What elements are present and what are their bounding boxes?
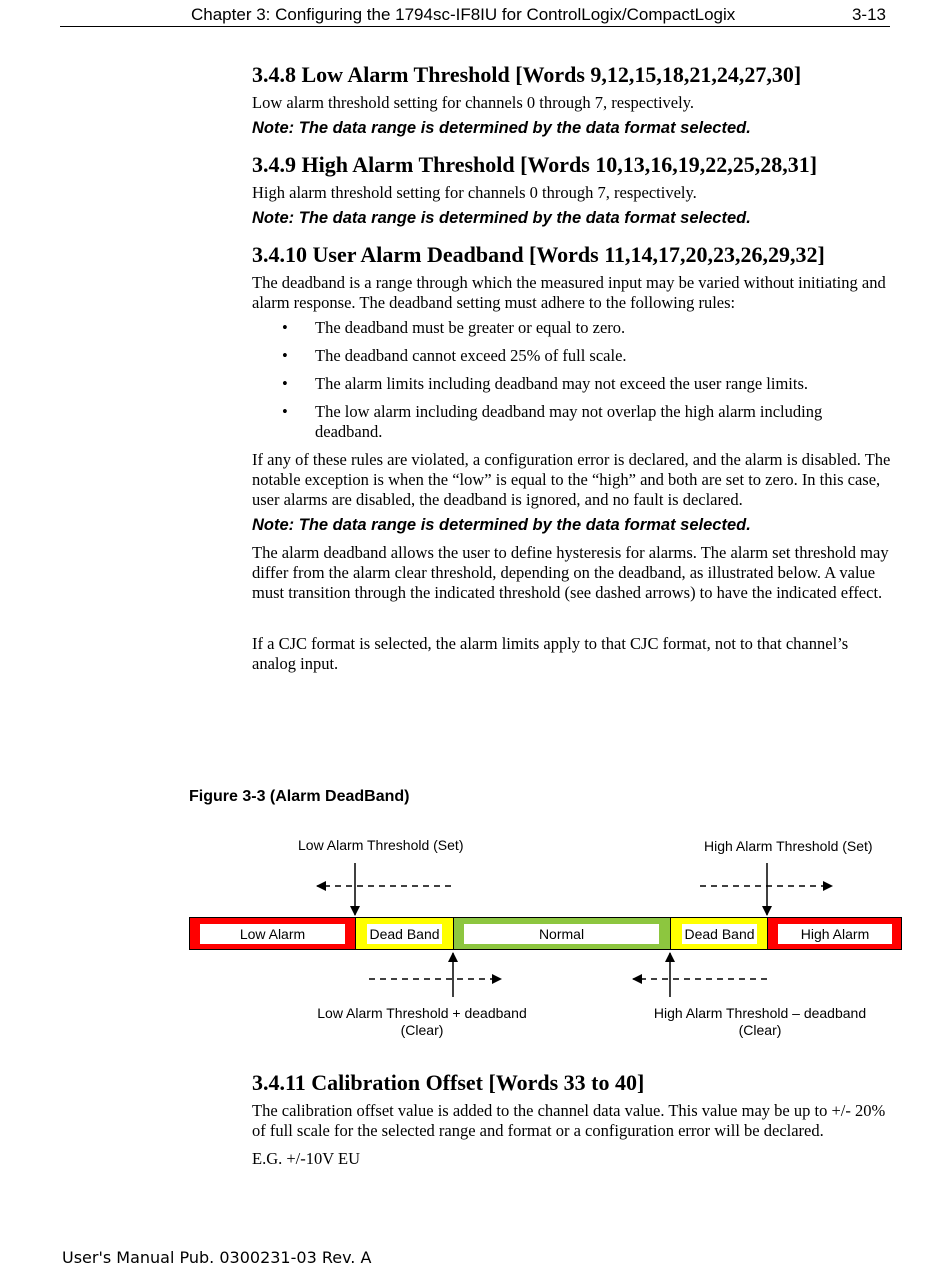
page-number: 3-13 bbox=[851, 5, 886, 24]
heading-3-4-8: 3.4.8 Low Alarm Threshold [Words 9,12,15,18,21,24,27,30] bbox=[252, 62, 802, 87]
low-threshold-clear-line1: Low Alarm Threshold + deadband bbox=[317, 1005, 527, 1021]
page-header bbox=[60, 2, 890, 27]
paragraph-deadband-intro: The deadband is a range through which the measured input may be varied without initiating and alarm response. The deadband setting must adhere to the following rules: bbox=[252, 273, 886, 312]
heading-3-4-10: 3.4.10 User Alarm Deadband [Words 11,14,17,20,23,26,29,32] bbox=[252, 242, 825, 267]
figure-title: Figure 3-3 (Alarm DeadBand) bbox=[189, 788, 410, 805]
note-data-range: Note: The data range is determined by the data format selected. bbox=[252, 516, 751, 534]
high-threshold-set-label: High Alarm Threshold (Set) bbox=[704, 838, 873, 854]
deadband-rules-list bbox=[252, 318, 892, 442]
normal-label: Normal bbox=[464, 924, 659, 944]
paragraph-example: E.G. +/-10V EU bbox=[252, 1149, 360, 1168]
high-alarm-band bbox=[767, 917, 902, 950]
low-set-arrow bbox=[317, 863, 451, 915]
high-clear-arrow bbox=[633, 953, 767, 997]
high-alarm-label: High Alarm bbox=[778, 924, 892, 944]
list-item: • The deadband must be greater or equal to zero. bbox=[252, 318, 892, 338]
paragraph-cjc: If a CJC format is selected, the alarm limits apply to that CJC format, not to that channel’s analog input. bbox=[252, 634, 849, 673]
calibration-offset-section bbox=[252, 1070, 892, 1174]
low-threshold-clear-line2: (Clear) bbox=[400, 1022, 444, 1038]
paragraph-rule-violation: If any of these rules are violated, a configuration error is declared, and the alarm is disabled. The notable exception is when the “low” is equal to the “high” and both are set to zero. In this case, user alarms are disabled, the deadband is ignored, and no fault is declared. bbox=[252, 450, 891, 509]
high-threshold-clear-line1: High Alarm Threshold – deadband bbox=[653, 1005, 867, 1021]
note-data-range: Note: The data range is determined by the data format selected. bbox=[252, 119, 751, 137]
dead-band-low-label: Dead Band bbox=[367, 924, 442, 944]
paragraph-calibration-offset: The calibration offset value is added to the channel data value. This value may be up to +/- 20% of full scale for the selected range and format or a configuration error will be declared. bbox=[252, 1101, 886, 1140]
chapter-title: Chapter 3: Configuring the 1794sc-IF8IU for ControlLogix/CompactLogix bbox=[191, 5, 736, 24]
paragraph-low-alarm: Low alarm threshold setting for channels 0 through 7, respectively. bbox=[252, 93, 695, 112]
low-alarm-label: Low Alarm bbox=[200, 924, 345, 944]
low-threshold-set-label: Low Alarm Threshold (Set) bbox=[298, 837, 464, 853]
normal-band bbox=[453, 917, 671, 950]
page-footer: User's Manual Pub. 0300231-03 Rev. A bbox=[62, 1248, 372, 1267]
heading-3-4-9: 3.4.9 High Alarm Threshold [Words 10,13,16,19,22,25,28,31] bbox=[252, 152, 818, 177]
high-threshold-clear-label bbox=[650, 1005, 870, 1039]
low-threshold-clear-label bbox=[313, 1005, 531, 1039]
list-item: • The deadband cannot exceed 25% of full scale. bbox=[252, 346, 892, 366]
heading-3-4-11: 3.4.11 Calibration Offset [Words 33 to 40] bbox=[252, 1070, 645, 1095]
high-threshold-clear-line2: (Clear) bbox=[738, 1022, 782, 1038]
main-content bbox=[252, 62, 892, 679]
low-clear-arrow bbox=[369, 953, 501, 997]
list-item: • The alarm limits including deadband may not exceed the user range limits. bbox=[252, 374, 892, 394]
dead-band-high-label: Dead Band bbox=[682, 924, 757, 944]
dead-band-high bbox=[670, 917, 768, 950]
paragraph-hysteresis: The alarm deadband allows the user to define hysteresis for alarms. The alarm set threshold may differ from the alarm clear threshold, depending on the deadband, as illustrated below. A value must transition through the indicated threshold (see dashed arrows) to have the indicated effect. bbox=[252, 543, 889, 602]
note-data-range: Note: The data range is determined by the data format selected. bbox=[252, 209, 751, 227]
high-set-arrow bbox=[700, 863, 832, 915]
low-alarm-band bbox=[189, 917, 356, 950]
list-item: • The low alarm including deadband may not overlap the high alarm including deadband. bbox=[252, 402, 892, 442]
paragraph-high-alarm: High alarm threshold setting for channels 0 through 7, respectively. bbox=[252, 183, 697, 202]
dead-band-low bbox=[355, 917, 454, 950]
